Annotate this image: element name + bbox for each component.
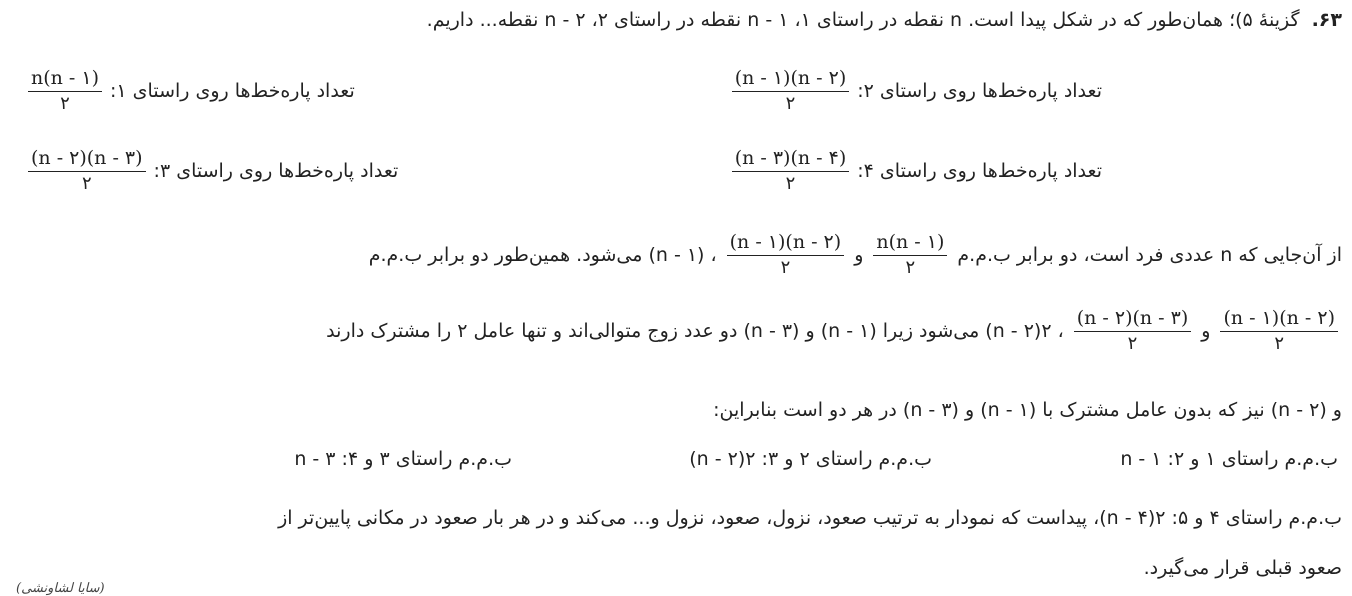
fraction-numerator: n(n - ۱) (28, 66, 102, 92)
fraction-denominator: ۲ (1127, 333, 1138, 354)
source-watermark: (سایا لشاونشی) (16, 581, 105, 596)
paragraph-text: ، (n - ۱) می‌شود. همین‌طور دو برابر ب.م.م (368, 243, 717, 266)
gcd-text: ب.م.م راستای ۱ و ۲: n - ۱ (1120, 448, 1338, 470)
fraction-direction-1 (28, 66, 102, 115)
fraction-numerator: (n - ۱)(n - ۲) (727, 230, 845, 256)
conclusion-line-1 (10, 504, 1342, 532)
gcd-directions-3-4 (294, 448, 512, 470)
fraction-direction-4 (732, 146, 850, 195)
problem-number: ۶۳. (1311, 9, 1342, 31)
problem-intro-text: گزینهٔ ۵)؛ همان‌طور که در شکل پیدا است. n نقطه در راستای ۱، n - ۱ نقطه در راستای ۲، n - ۲ نقطه... داریم. (426, 9, 1300, 31)
gcd-text: ب.م.م راستای ۲ و ۳: ۲(n - ۲) (689, 448, 932, 470)
conjunction-text: و (1201, 319, 1211, 342)
fraction-denominator: ۲ (60, 93, 70, 114)
segment-count-direction-4 (728, 146, 1102, 195)
segment-count-direction-1 (24, 66, 355, 115)
segment-count-direction-3 (24, 146, 398, 195)
fraction-denominator: ۲ (780, 257, 791, 278)
fraction-direction-3 (28, 146, 146, 195)
fraction-inline (1074, 306, 1192, 355)
paragraph-text: ، ۲(n - ۲) می‌شود زیرا (n - ۱) و (n - ۳) دو عدد زوج متوالی‌اند و تنها عامل ۲ را مشترک دارند (326, 319, 1064, 342)
problem-intro-line (10, 6, 1342, 34)
fraction-denominator: ۲ (81, 173, 92, 194)
conclusion-line-2 (10, 554, 1342, 582)
paragraph-text: از آن‌جایی که n عددی فرد است، دو برابر ب.م.م (957, 243, 1342, 266)
conclusion-text: صعود قبلی قرار می‌گیرد. (1143, 557, 1342, 579)
fraction-denominator: ۲ (785, 173, 796, 194)
fraction-inline (873, 230, 947, 279)
fraction-inline (1220, 306, 1338, 355)
fraction-numerator: (n - ۳)(n - ۴) (732, 146, 850, 172)
paragraph-line-3 (10, 396, 1342, 424)
fraction-direction-2 (732, 66, 850, 115)
segment-label-direction-1: تعداد پاره‌خط‌ها روی راستای ۱: (110, 79, 355, 102)
gcd-directions-2-3 (689, 448, 932, 470)
segment-label-direction-2: تعداد پاره‌خط‌ها روی راستای ۲: (857, 79, 1102, 102)
paragraph-line-1 (10, 230, 1342, 279)
paragraph-line-2 (10, 306, 1342, 355)
gcd-directions-1-2 (1120, 448, 1338, 470)
paragraph-text: و (n - ۲) نیز که بدون عامل مشترک با (n - ۱) و (n - ۳) در هر دو است بنابراین: (713, 399, 1342, 421)
fraction-numerator: (n - ۱)(n - ۲) (732, 66, 850, 92)
segment-label-direction-4: تعداد پاره‌خط‌ها روی راستای ۴: (857, 159, 1102, 182)
segment-count-direction-2 (728, 66, 1102, 115)
gcd-text: ب.م.م راستای ۳ و ۴: n - ۳ (294, 448, 512, 470)
fraction-denominator: ۲ (785, 93, 796, 114)
fraction-denominator: ۲ (1274, 333, 1285, 354)
fraction-numerator: n(n - ۱) (873, 230, 947, 256)
fraction-denominator: ۲ (905, 257, 916, 278)
fraction-numerator: (n - ۲)(n - ۳) (1074, 306, 1192, 332)
fraction-numerator: (n - ۱)(n - ۲) (1220, 306, 1338, 332)
segment-label-direction-3: تعداد پاره‌خط‌ها روی راستای ۳: (153, 159, 399, 182)
fraction-numerator: (n - ۲)(n - ۳) (28, 146, 146, 172)
conjunction-text: و (854, 243, 864, 266)
conclusion-text: ب.م.م راستای ۴ و ۵: ۲(n - ۴)، پیداست که نمودار به ترتیب صعود، نزول، صعود، نزول و... می‌کند و در هر بار صعود در مکانی پایین‌تر از (278, 507, 1342, 529)
fraction-inline (727, 230, 845, 279)
